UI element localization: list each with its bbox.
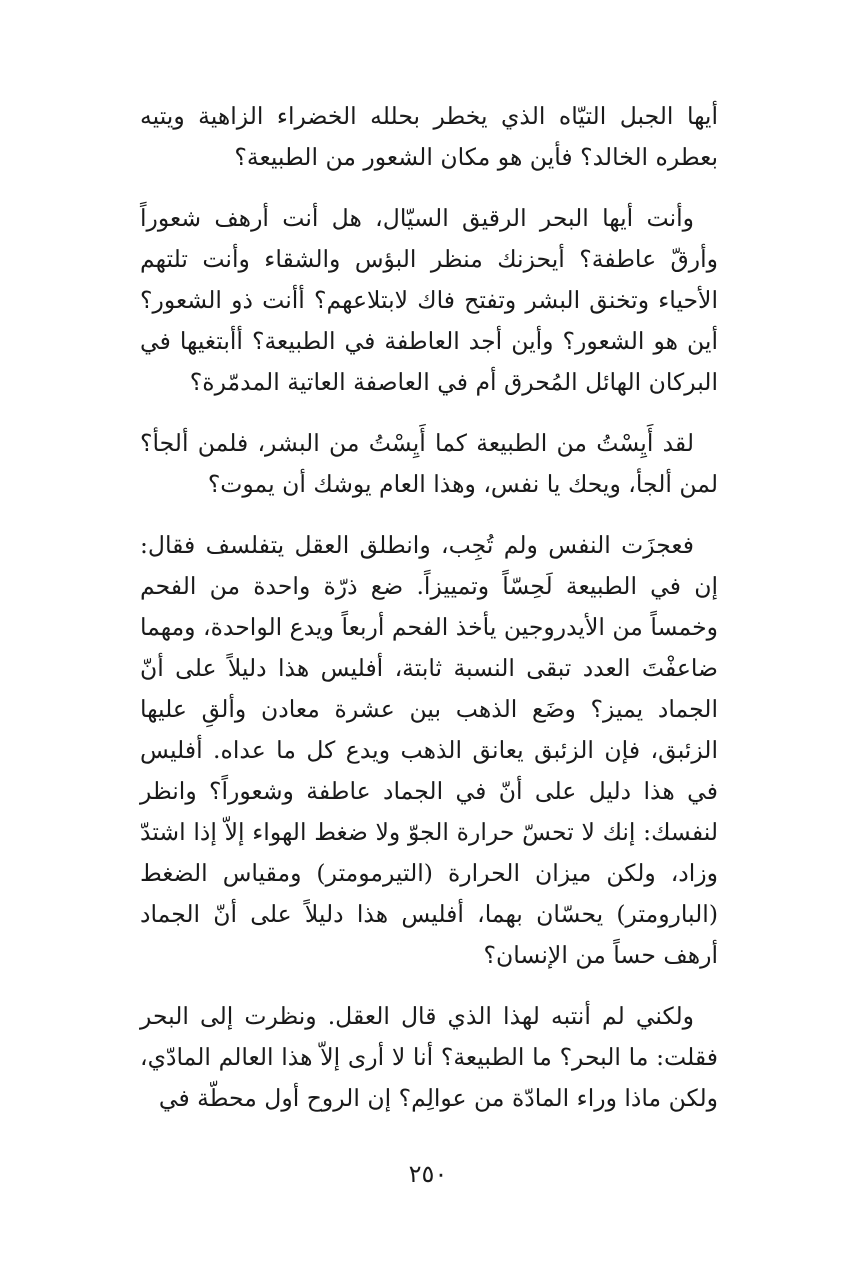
page-body	[140, 96, 718, 1139]
paragraph-2: وأنت أيها البحر الرقيق السيّال، هل أنت أرهف شعوراً وأرقّ عاطفة؟ أيحزنك منظر البؤس والشقاء وأنت تلتهم الأحياء وتخنق البشر وتفتح فاك لابتلاعهم؟ أأنت ذو الشعور؟ أين هو الشعور؟ وأين أجد العاطفة في الطبيعة؟ أأبتغيها في البركان الهائل المُحرق أم في العاصفة العاتية المدمّرة؟	[140, 204, 718, 396]
paragraph-5: ولكني لم أنتبه لهذا الذي قال العقل. ونظرت إلى البحر فقلت: ما البحر؟ ما الطبيعة؟ أنا لا أرى إلاّ هذا العالم المادّي، ولكن ماذا وراء المادّة من عوالِم؟ إن الروح أول محطّة في	[140, 1002, 718, 1112]
paragraph-1: أيها الجبل التيّاه الذي يخطر بحلله الخضراء الزاهية ويتيه بعطره الخالد؟ فأين هو مكان الشعور من الطبيعة؟	[140, 102, 718, 171]
paragraph-3: لقد أَيِسْتُ من الطبيعة كما أَيِسْتُ من البشر، فلمن ألجأ؟ لمن ألجأ، ويحك يا نفس، وهذا العام يوشك أن يموت؟	[140, 429, 718, 498]
paragraph-4: فعجزَت النفس ولم تُجِب، وانطلق العقل يتفلسف فقال: إن في الطبيعة لَحِسّاً وتمييزاً. ضع ذرّة واحدة من الفحم وخمساً من الأيدروجين يأخذ الفحم أربعاً ويدع الواحدة، ومهما ضاعفْتَ العدد تبقى النسبة ثابتة، أفليس هذا دليلاً على أنّ الجماد يميز؟ وضَع الذهب بين عشرة معادن وألقِ عليها الزئبق، فإن الزئبق يعانق الذهب ويدع كل ما عداه. أفليس في هذا دليل على أنّ في الجماد عاطفة وشعوراً؟ وانظر لنفسك: إنك لا تحسّ حرارة الجوّ ولا ضغط الهواء إلاّ إذا اشتدّ وزاد، ولكن ميزان الحرارة (التيرمومتر) ومقياس الضغط (البارومتر) يحسّان بهما، أفليس هذا دليلاً على أنّ الجماد أرهف حساً من الإنسان؟	[140, 531, 718, 969]
page-number: ٢٥٠	[408, 1160, 448, 1188]
